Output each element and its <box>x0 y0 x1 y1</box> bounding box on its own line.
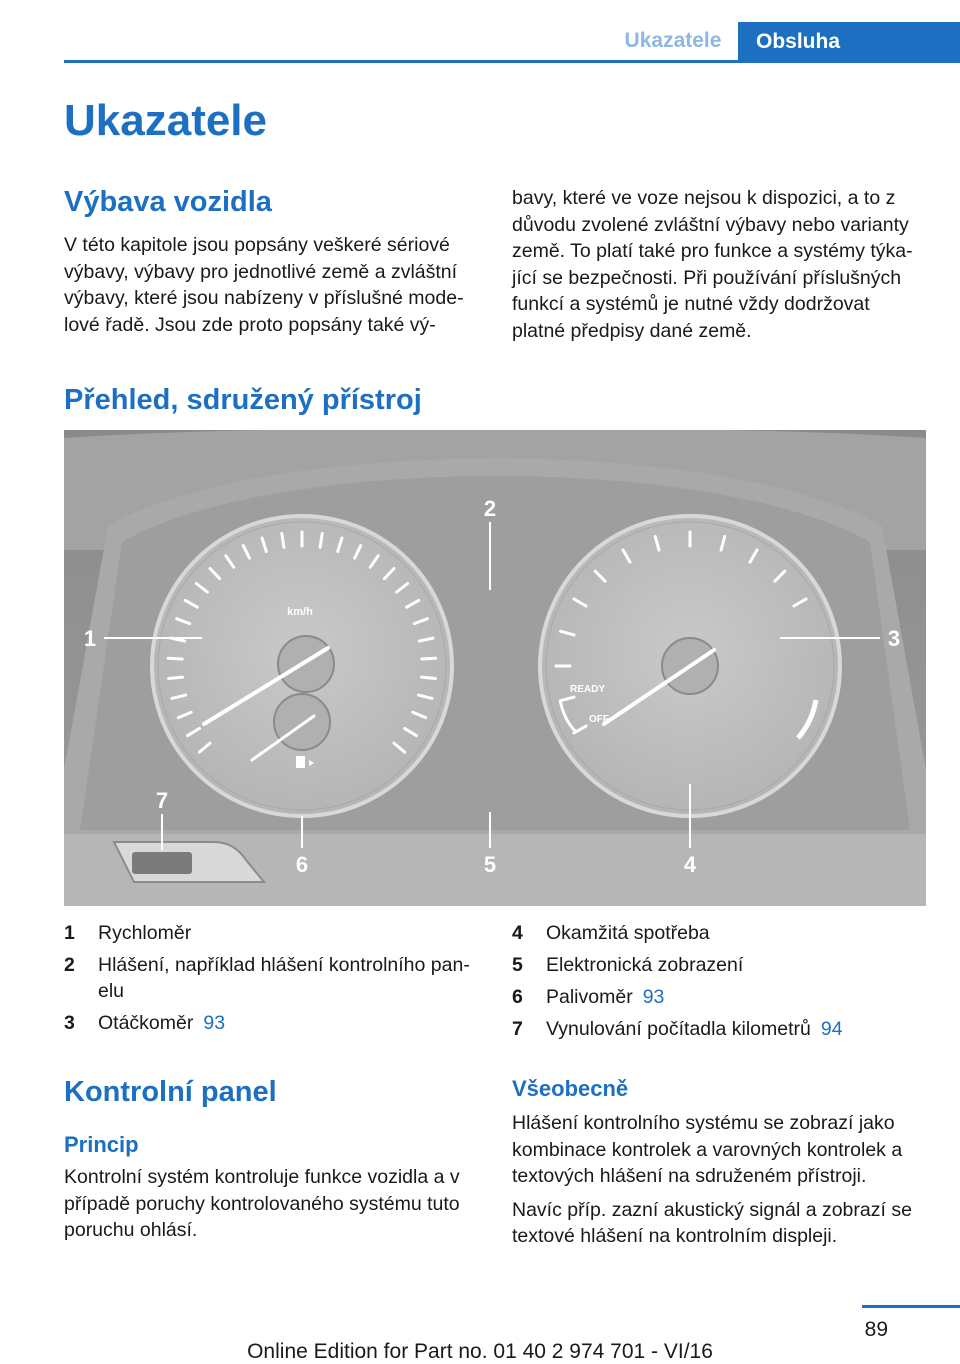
text-line: Hlášení kontrolního systému se zobrazí jako <box>512 1112 895 1134</box>
item-text: Okamžitá spotřeba <box>546 922 710 944</box>
text-line: bavy, které ve voze nejsou k dispozici, a to z <box>512 187 896 209</box>
text-line: platné předpisy dané země. <box>512 319 752 342</box>
ready-label: READY <box>570 684 606 695</box>
text-line: jící se bezpečnosti. Při používání příslušných <box>512 266 902 289</box>
heading-vseobecne: Všeobecně <box>512 1076 629 1101</box>
text-line: kombinace kontrolek a varovných kontrolek a <box>512 1138 903 1161</box>
heading-princip: Princip <box>64 1132 139 1157</box>
gauge-tick <box>282 534 284 548</box>
vseobecne-text <box>512 1110 942 1250</box>
item-text: Otáčkoměr <box>98 1012 194 1034</box>
text-line: lové řadě. Jsou zde proto popsány také vý- <box>64 313 436 336</box>
text-line: V této kapitole jsou popsány veškeré sériové <box>64 234 450 256</box>
callout-6: 6 <box>295 852 309 877</box>
vybava-text-col1 <box>64 232 484 338</box>
gauge-tick <box>421 677 435 678</box>
item-text-line: elu <box>98 980 125 1002</box>
list-item <box>64 920 484 946</box>
gauge-tick <box>422 658 436 659</box>
item-text <box>98 952 470 1004</box>
text-line: případě poruchy kontrolovaného systému tuto <box>64 1192 460 1215</box>
header-tab-obsluha[interactable]: Obsluha <box>738 22 960 62</box>
page-number: 89 <box>864 1318 888 1341</box>
text-line: textových hlášení na sdruženém přístroji. <box>512 1165 867 1187</box>
list-item <box>64 1010 484 1036</box>
callout-2: 2 <box>483 496 497 521</box>
text-line: důvodu zvolené zvláštní výbavy nebo varianty <box>512 213 909 236</box>
list-item <box>512 984 942 1010</box>
vybava-text-col2 <box>512 185 942 344</box>
page-ref-link[interactable]: 93 <box>203 1012 226 1034</box>
instrument-cluster-figure <box>64 430 926 906</box>
heading-kontrolni-panel: Kontrolní panel <box>64 1076 277 1108</box>
callout-1: 1 <box>83 626 97 651</box>
list-item <box>512 1016 942 1042</box>
header-rule <box>64 60 960 63</box>
callout-3: 3 <box>887 626 901 651</box>
item-number: 1 <box>64 922 75 944</box>
text-line: textové hlášení na kontrolním displeji. <box>512 1225 838 1247</box>
item-text: Rychloměr <box>98 922 192 944</box>
heading-vybava: Výbava vozidla <box>64 186 272 218</box>
cluster-illustration <box>64 430 926 906</box>
princip-text <box>64 1164 494 1244</box>
header-tab-ukazatele[interactable]: Ukazatele <box>624 29 722 52</box>
legend-list-left <box>64 920 484 1042</box>
item-text: Vynulování počítadla kilometrů <box>546 1018 811 1040</box>
speed-unit-label: km/h <box>287 606 313 618</box>
list-item <box>512 952 942 978</box>
legend-list-right <box>512 920 942 1048</box>
page-title: Ukazatele <box>64 96 268 145</box>
callout-5: 5 <box>483 852 497 877</box>
text-line: země. To platí také pro funkce a systémy týka- <box>512 240 913 262</box>
list-item <box>512 920 942 946</box>
edition-footer: Online Edition for Part no. 01 40 2 974 701 - VI/16 <box>247 1340 713 1363</box>
heading-prehled: Přehled, sdružený přístroj <box>64 384 422 416</box>
list-item <box>64 952 484 1004</box>
page-ref-link[interactable]: 93 <box>642 986 665 1008</box>
item-number: 4 <box>512 922 523 944</box>
text-line: funkcí a systémů je nutné vždy dodržovat <box>512 293 870 315</box>
page-ref-link[interactable]: 94 <box>820 1018 843 1040</box>
gauge-tick <box>320 534 322 548</box>
text-line: Navíc příp. zazní akustický signál a zobrazí se <box>512 1198 912 1221</box>
item-number: 6 <box>512 986 523 1008</box>
item-text: Palivoměr <box>546 986 633 1008</box>
text-line: poruchu ohlásí. <box>64 1219 198 1241</box>
text-line: výbavy, výbavy pro jednotlivé země a zvláštní <box>64 260 458 283</box>
callout-7: 7 <box>155 788 169 813</box>
off-label: OFF <box>589 714 609 725</box>
text-line: Kontrolní systém kontroluje funkce vozidla a v <box>64 1166 460 1188</box>
item-text: Elektronická zobrazení <box>546 954 744 976</box>
text-line: výbavy, které jsou nabízeny v příslušné mode- <box>64 287 464 309</box>
item-number: 3 <box>64 1012 75 1034</box>
item-number: 7 <box>512 1018 523 1040</box>
paragraph-gap <box>512 1190 942 1197</box>
callout-4: 4 <box>683 852 697 877</box>
item-text-line: Hlášení, například hlášení kontrolního pan- <box>98 954 470 976</box>
item-number: 2 <box>64 954 75 976</box>
gauge-tick <box>169 677 183 678</box>
footer-rule <box>862 1305 960 1308</box>
gauge-tick <box>168 658 182 659</box>
item-number: 5 <box>512 954 523 976</box>
